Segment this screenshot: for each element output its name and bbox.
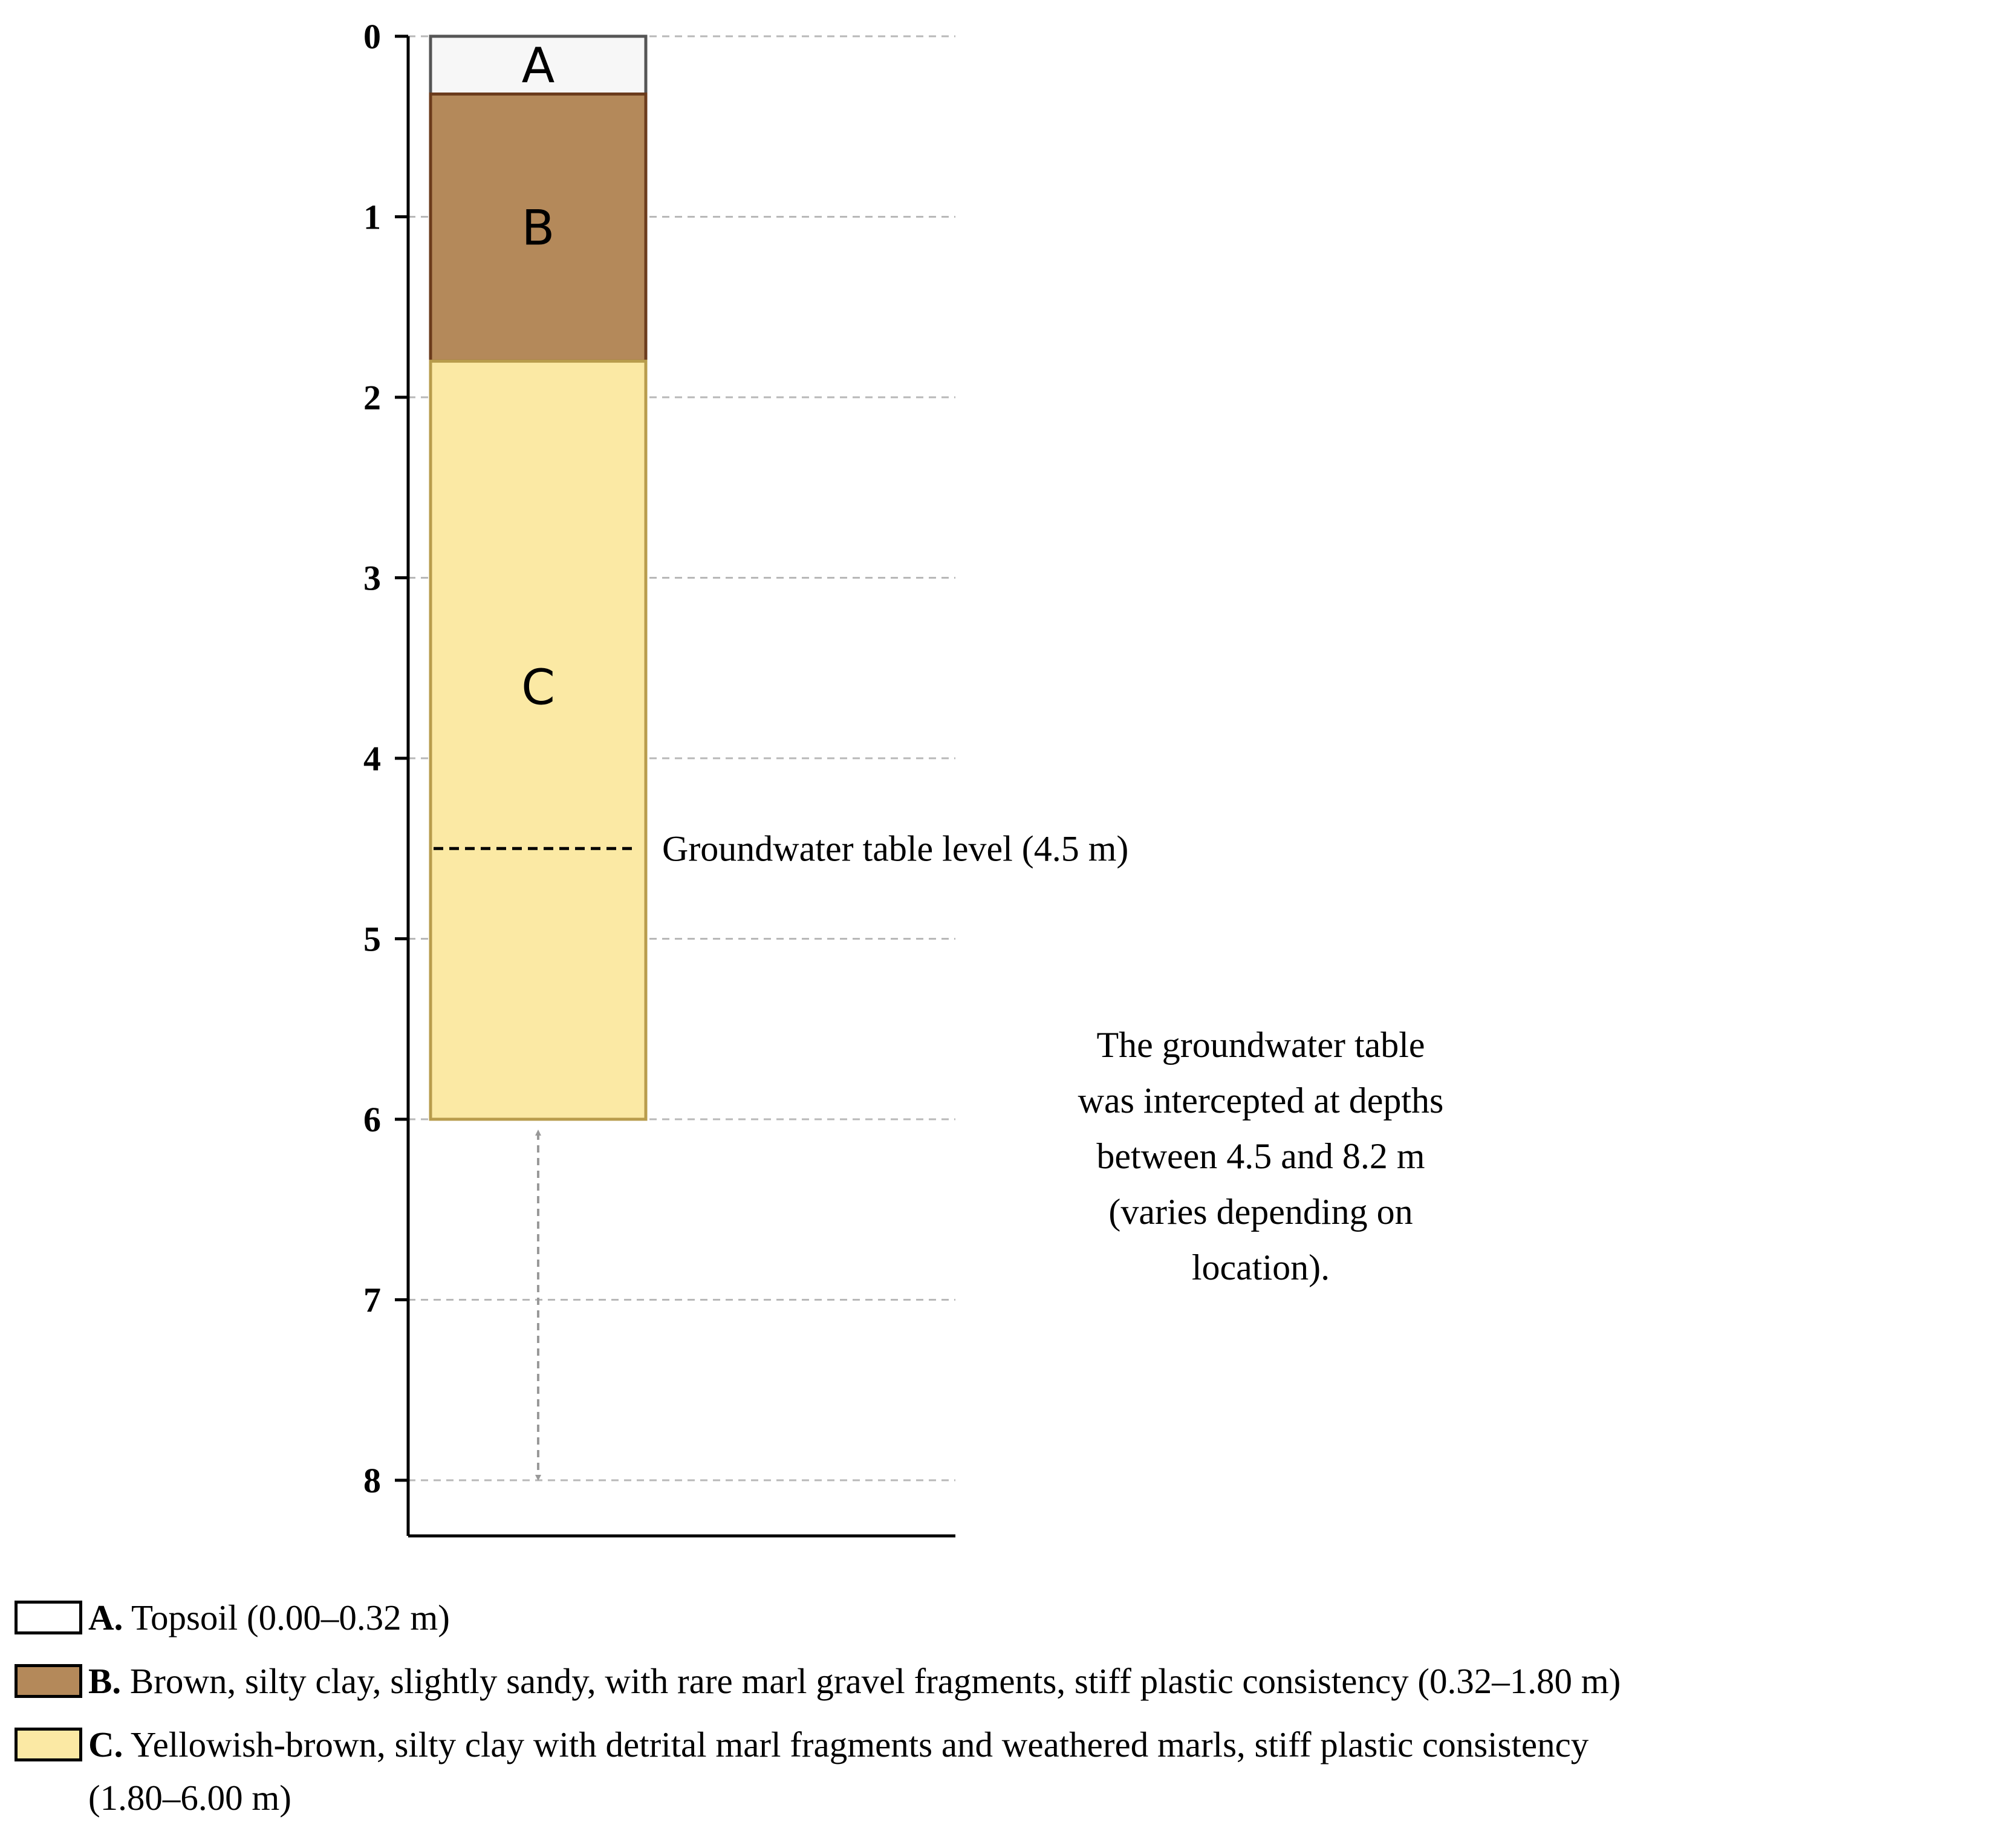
groundwater-note <box>1078 1025 1444 1287</box>
legend-key-c: C. <box>88 1725 123 1764</box>
axis-tick-label-6: 6 <box>363 1100 381 1139</box>
groundwater-level-label: Groundwater table level (4.5 m) <box>662 828 1129 869</box>
axis-tick-label-7: 7 <box>363 1280 381 1320</box>
layer-label-a: A <box>521 37 555 94</box>
legend-swatch-c <box>15 1728 82 1761</box>
soil-layers <box>431 36 646 1119</box>
legend-item-c-continuation <box>88 1777 291 1819</box>
legend-text-b: Brown, silty clay, slightly sandy, with rare marl gravel fragments, stiff plastic consistency (0.32–1.80 m) <box>121 1661 1621 1701</box>
legend-swatch-b <box>15 1664 82 1698</box>
legend-key-b: B. <box>88 1661 122 1701</box>
legend-text-a: Topsoil (0.00–0.32 m) <box>123 1598 450 1637</box>
layer-label-c: C <box>521 659 555 716</box>
note-line-3: between 4.5 and 8.2 m <box>1096 1136 1425 1176</box>
legend-text-c: Yellowish-brown, silty clay with detrital marl fragments and weathered marls, stiff plastic consistency <box>123 1725 1589 1764</box>
axis-tick-label-8: 8 <box>363 1461 381 1500</box>
axis-tick-label-5: 5 <box>363 919 381 959</box>
axis-tick-label-4: 4 <box>363 739 381 778</box>
legend-text-c-continuation: (1.80–6.00 m) <box>88 1778 291 1818</box>
layer-label-b: B <box>521 200 555 256</box>
axis-tick-label-2: 2 <box>363 378 381 417</box>
note-line-4: (varies depending on <box>1108 1192 1413 1232</box>
legend-key-a: A. <box>88 1598 123 1637</box>
axis-tick-label-1: 1 <box>363 197 381 237</box>
axis-tick-label-0: 0 <box>363 17 381 56</box>
axis-tick-label-3: 3 <box>363 558 381 598</box>
note-line-2: was intercepted at depths <box>1078 1081 1444 1120</box>
note-line-1: The groundwater table <box>1096 1025 1425 1065</box>
layer-c <box>431 361 646 1119</box>
legend-swatch-a <box>15 1601 82 1634</box>
note-line-5: location). <box>1191 1247 1330 1287</box>
